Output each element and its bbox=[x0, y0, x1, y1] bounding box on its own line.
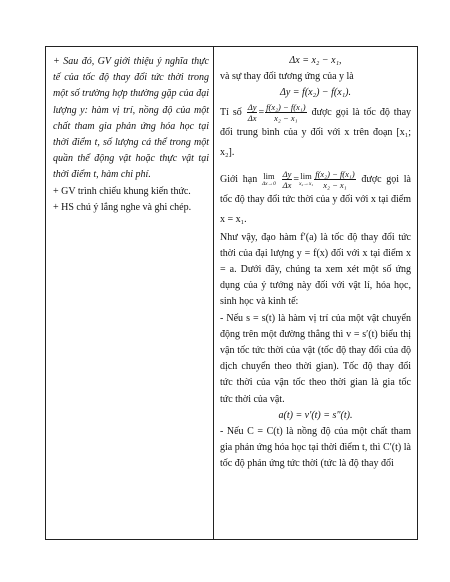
limit-prefix: Giới hạn bbox=[220, 173, 258, 185]
content-cell bbox=[214, 47, 418, 540]
average-rate-paragraph: Tỉ số $\frac{\Delta y}{\Delta x}$ = $\frac{\text{f(x₂) − f(x₁)}}{\text{x₂ − x₁}}$ được gọi là tốc độ thay đổi trung bình của y đối với x trên đoạn [x₁; x₂]. bbox=[220, 101, 412, 158]
limit-rhs-fraction bbox=[314, 169, 356, 190]
formula-acceleration: a(t) = v′(t) = s″(t). bbox=[278, 409, 353, 421]
limit-rhs-num: f(x₂) − f(x₁) bbox=[315, 168, 355, 179]
limit-lhs-den: Δx bbox=[282, 179, 292, 190]
limit-sub-left: Δx→0 bbox=[261, 180, 276, 187]
limit-right bbox=[299, 172, 313, 187]
limit-word-left: lim bbox=[263, 170, 275, 181]
change-text: và sự thay đối tương ứng của y là bbox=[220, 71, 354, 83]
ratio-rhs-num: f(x₂) − f(x₁) bbox=[266, 101, 306, 112]
table-row bbox=[46, 47, 418, 540]
lesson-table bbox=[45, 46, 418, 540]
limit-left bbox=[262, 172, 276, 187]
limit-lhs-num: Δy bbox=[282, 168, 292, 179]
concentration-paragraph: - Nếu C = C(t) là nồng độ của một chất tham gia phản ứng hóa học tại thời điểm t, thì C′(t) là tốc độ phản ứng tức thời (tức là độ thay đổi bbox=[220, 426, 411, 470]
ratio-suffix: được gọi là tốc độ thay đổi trung bình của y đối với x trên đoạn [x₁; x₂]. bbox=[220, 106, 412, 158]
formula-delta-x: Δx = x₂ − x₁, bbox=[289, 55, 342, 66]
limit-rhs-den: x₂ − x₁ bbox=[323, 179, 347, 190]
ratio-prefix: Tỉ số bbox=[220, 106, 242, 118]
ratio-lhs-fraction bbox=[247, 102, 258, 123]
teacher-activity-cell bbox=[46, 47, 214, 540]
list-item-slide: + GV trình chiếu khung kiến thức. bbox=[53, 185, 191, 197]
ratio-lhs-num: Δy bbox=[247, 101, 257, 112]
ratio-rhs-fraction bbox=[265, 102, 307, 123]
instant-rate-paragraph: Giới hạn lim Δx→0 $\frac{\Delta y}{\Delta x}$ =lim x₂→x₁ $\frac{\text{f(x₂) − f(x₁)}}{\text{x₂ − x₁}}$ được gọi là tốc độ thay đổi tức thời của y đối với x tại điểm x = x₁. bbox=[220, 168, 411, 225]
intro-paragraph: + Sau đó, GV giới thiệu ý nghĩa thực tế của tốc độ thay đổi tức thời trong một số trường hợp thường gặp của đại lượng y: hàm vị trí, nồng độ của một chất tham gia phản ứng hóa học tại thời điểm t, số lượng cá thể trong một quần thể động vật hoặc thực vật tại thời điểm t, hàm chi phí. bbox=[53, 56, 209, 181]
list-item-notes: + HS chú ý lắng nghe và ghi chép. bbox=[53, 201, 192, 213]
limit-lhs-fraction bbox=[282, 169, 293, 190]
derivative-paragraph: Như vậy, đạo hàm f′(a) là tốc độ thay đổi tức thời của đại lượng y = f(x) đối với x tại điểm x = a. Dưới đây, chúng ta xem xét một số ứng dụng của ý tưởng này đối với vật lí, hóa học, sinh học và kinh tế: bbox=[220, 231, 411, 308]
ratio-rhs-den: x₂ − x₁ bbox=[274, 112, 298, 123]
limit-sub-right: x₂→x₁ bbox=[298, 180, 314, 187]
limit-suffix: được gọi là tốc độ thay đổi tức thời của y đối với x tại điểm x = x₁. bbox=[220, 173, 411, 225]
formula-delta-y: Δy = f(x₂) − f(x₁). bbox=[279, 87, 351, 99]
ratio-lhs-den: Δx bbox=[247, 112, 257, 123]
position-paragraph: - Nếu s = s(t) là hàm vị trí của một vật chuyển động trên một đường thẳng thì v = s′(t) biểu thị vận tốc tức thời của vật (tốc độ thay đổi của độ dịch chuyển theo thời gian). Tốc độ thay đổi tức thời của vận tốc theo thời gian là gia tốc tức thời của vật. bbox=[220, 312, 411, 405]
limit-word-right: lim bbox=[300, 170, 312, 181]
